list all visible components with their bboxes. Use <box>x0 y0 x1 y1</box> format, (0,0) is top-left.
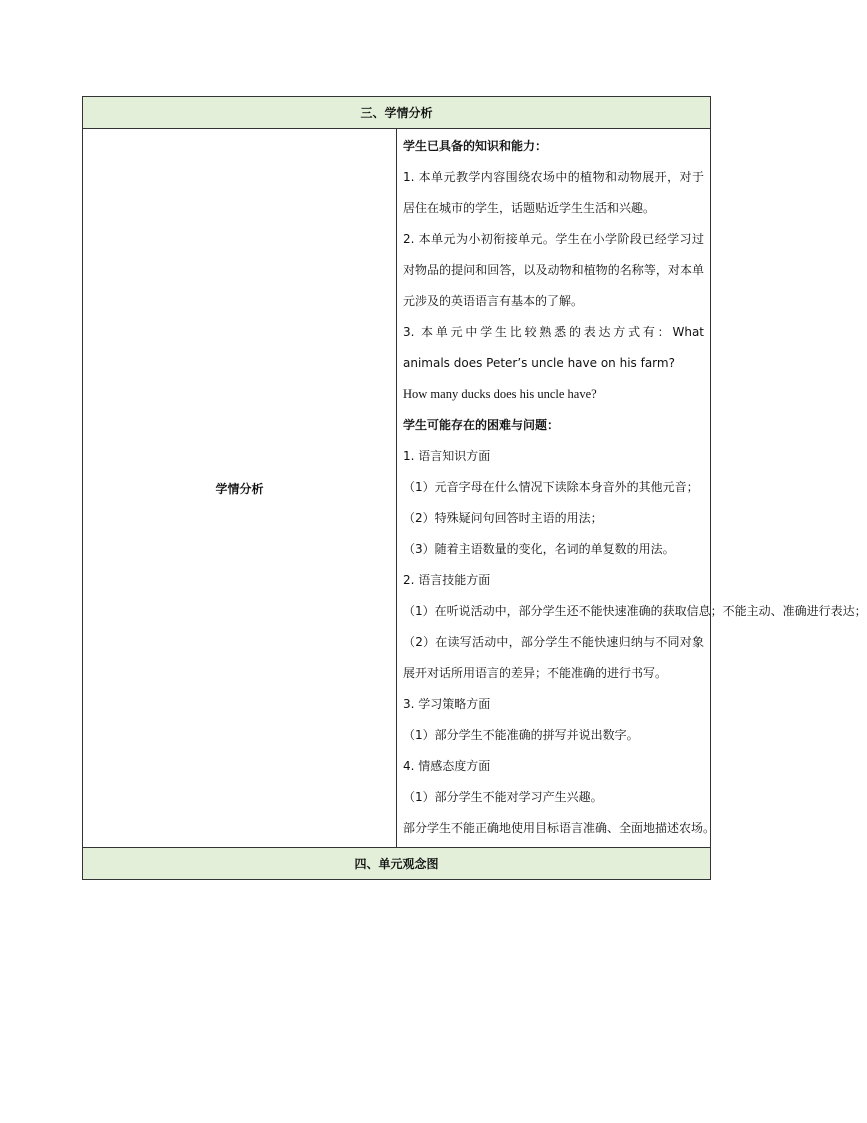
learning-analysis-table <box>82 96 867 880</box>
difficulty-1-item-3: （3）随着主语数量的变化，名词的单复数的用法。 <box>403 542 675 556</box>
difficulty-1-title: 1. 语言知识方面 <box>403 449 491 463</box>
section-four-title: 四、单元观念图 <box>83 848 711 880</box>
known-heading: 学生已具备的知识和能力： <box>403 139 548 153</box>
difficulty-4-item-1: （1）部分学生不能对学习产生兴趣。 <box>403 790 603 804</box>
difficulty-1-item-2: （2）特殊疑问句回答时主语的用法； <box>403 511 603 525</box>
known-point-3: 3. 本单元中学生比较熟悉的表达方式有：What animals does Peter’s uncle have on his farm? <box>403 325 704 370</box>
difficulty-2-title: 2. 语言技能方面 <box>403 573 491 587</box>
section-four-header-row <box>83 848 711 880</box>
known-point-1: 1. 本单元教学内容围绕农场中的植物和动物展开，对于居住在城市的学生，话题贴近学生生活和兴趣。 <box>403 170 704 215</box>
difficulty-1-item-1: （1）元音字母在什么情况下读除本身音外的其他元音； <box>403 480 699 494</box>
difficulty-3-item-1: （1）部分学生不能准确的拼写并说出数字。 <box>403 728 639 742</box>
difficulty-2-item-2: （2）在读写活动中，部分学生不能快速归纳与不同对象展开对话所用语言的差异；不能准确的进行书写。 <box>403 635 704 680</box>
analysis-row <box>83 129 711 848</box>
difficulty-3-title: 3. 学习策略方面 <box>403 697 491 711</box>
analysis-content <box>397 129 867 848</box>
section-three-title: 三、学情分析 <box>83 97 711 129</box>
analysis-row-label: 学情分析 <box>83 129 397 848</box>
difficulty-2-item-1: （1）在听说活动中，部分学生还不能快速准确的获取信息；不能主动、准确进行表达； <box>403 604 867 618</box>
difficulty-heading: 学生可能存在的困难与问题： <box>403 418 560 432</box>
section-three-header-row <box>83 97 711 129</box>
closing-statement: 部分学生不能正确地使用目标语言准确、全面地描述农场。 <box>403 821 716 835</box>
known-point-3-example: How many ducks does his uncle have? <box>403 387 597 401</box>
difficulty-4-title: 4. 情感态度方面 <box>403 759 491 773</box>
known-point-2: 2. 本单元为小初衔接单元。学生在小学阶段已经学习过对物品的提问和回答，以及动物和植物的名称等，对本单元涉及的英语语言有基本的了解。 <box>403 232 704 308</box>
